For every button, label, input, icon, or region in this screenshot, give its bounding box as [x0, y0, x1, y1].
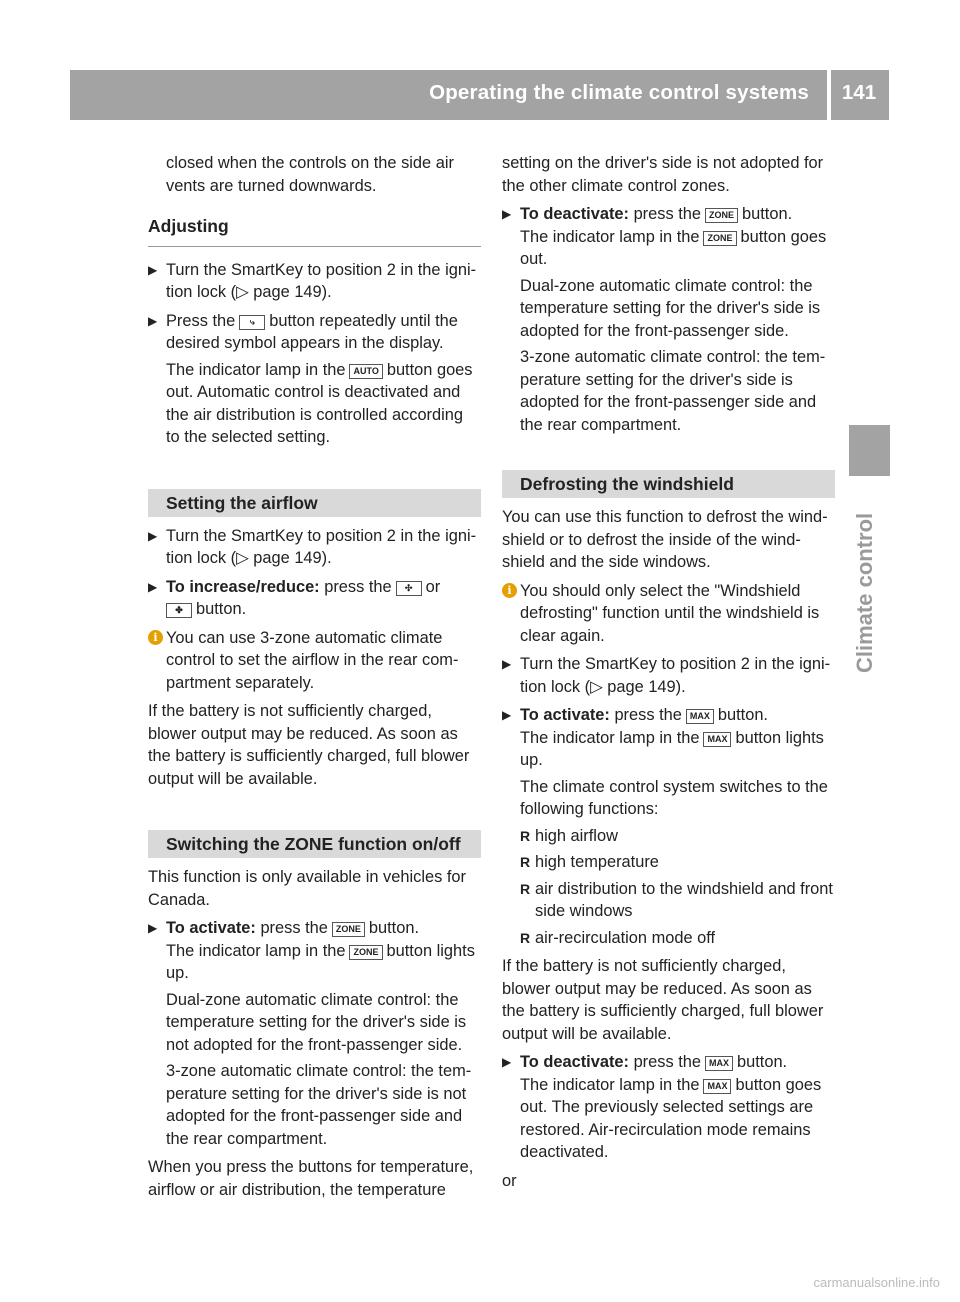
defrost-max-button-icon: MAX	[686, 709, 714, 724]
zone-availability: This function is only available in vehicles for Canada.	[148, 868, 466, 909]
right-column	[502, 152, 835, 1192]
defrost-max-button-icon: MAX	[705, 1056, 733, 1071]
airflow-down-button-icon: ✤	[166, 603, 192, 618]
list-item: R high temperature	[520, 853, 659, 871]
adjust-step-2: ▶ Press the ⤷ button repeatedly until the desired symbol appears in the display. The indicator lamp in the AUTO button goes out. Automatic control is deactivated and the air distribution is controlled according to the selected setting.	[148, 311, 473, 446]
zone-activate-step: ▶ To activate: press the ZONE button. The indicator lamp in the ZONE button lights up. Dual-zone automatic climate control: the temperature setting for the driver's side is not adopted for the front-passenger side. 3-zone automatic climate control: the tem- perature setting for the driver's side is not adopted for the front-passenger side and the rear compartment.	[148, 919, 475, 1148]
defrost-info: i You should only select the "Windshield defrosting" function until the windshield is clear again.	[502, 580, 835, 648]
header-title: Operating the climate control systems	[429, 81, 809, 104]
defrost-max-button-icon: MAX	[703, 1079, 731, 1094]
step-arrow-icon: ▶	[502, 657, 512, 671]
defrost-battery-note: If the battery is not sufficiently charged, blower output may be reduced. As soon as the battery is sufficiently charged, full blower output will be available.	[502, 957, 824, 1043]
airflow-up-button-icon: ✣	[396, 581, 422, 596]
step-arrow-icon: ▶	[502, 1055, 512, 1069]
list-item: R high airflow	[520, 826, 618, 845]
airflow-info: i You can use 3-zone automatic climate control to set the airflow in the rear com- partment separately.	[148, 627, 481, 695]
step-arrow-icon: ▶	[502, 708, 512, 722]
zone-deactivate-step: ▶ To deactivate: press the ZONE button. The indicator lamp in the ZONE button goes out. Dual-zone automatic climate control: the temperature setting for the driver's side is adopted for the front-passenger side. 3-zone automatic climate control: the tem- perature setting for the driver's side is adopted for the front-passenger side and the rear compartment.	[502, 205, 827, 434]
auto-button-icon: AUTO	[349, 364, 382, 379]
continued-text: setting on the driver's side is not adopted for the other climate control zones.	[502, 154, 824, 195]
step-arrow-icon: ▶	[502, 207, 512, 221]
air-distribution-button-icon: ⤷	[239, 315, 265, 330]
chapter-tab	[849, 425, 890, 476]
step-arrow-icon: ▶	[148, 579, 158, 594]
step-arrow-icon: ▶	[148, 262, 158, 277]
intro-line-2: vents are turned downwards.	[166, 176, 377, 195]
intro-line-1: closed when the controls on the side air	[166, 154, 454, 172]
defrost-intro: You can use this function to defrost the wind- shield or to defrost the inside of the wind- shield and the side windows.	[502, 508, 828, 571]
zone-button-icon: ZONE	[349, 945, 382, 960]
defrost-heading: Defrosting the windshield	[502, 470, 835, 498]
defrost-step-1: ▶ Turn the SmartKey to position 2 in the igni- tion lock (▷ page 149).	[502, 655, 831, 696]
airflow-heading: Setting the airflow	[148, 489, 481, 517]
left-column	[148, 152, 481, 1201]
zone-heading: Switching the ZONE function on/off	[148, 830, 481, 858]
airflow-step-2: ▶ To increase/reduce: press the ✣ or ✤ button.	[148, 577, 441, 618]
list-item: R air distribution to the windshield and front side windows	[520, 879, 833, 920]
defrost-max-button-icon: MAX	[703, 732, 731, 747]
step-arrow-icon: ▶	[148, 313, 158, 328]
zone-note: When you press the buttons for temperature, airflow or air distribution, the temperature	[148, 1158, 474, 1199]
defrost-deactivate-step: ▶ To deactivate: press the MAX button. The indicator lamp in the MAX button goes out. The previously selected settings are restored. Air-recirculation mode remains deactivated.	[502, 1053, 822, 1161]
adjusting-heading: Adjusting	[148, 215, 481, 247]
step-arrow-icon: ▶	[148, 921, 158, 935]
step-arrow-icon: ▶	[148, 528, 158, 543]
zone-button-icon: ZONE	[703, 231, 736, 246]
header-divider	[827, 70, 831, 120]
zone-button-icon: ZONE	[332, 922, 365, 937]
page-number: 141	[841, 81, 877, 104]
airflow-step-1: ▶ Turn the SmartKey to position 2 in the igni- tion lock (▷ page 149).	[148, 526, 477, 567]
or-text: or	[502, 1171, 517, 1190]
defrost-activate-step: ▶ To activate: press the MAX button. The indicator lamp in the MAX button lights up. The climate control system switches to the following functions:	[502, 706, 828, 818]
zone-button-icon: ZONE	[705, 208, 738, 223]
footer-watermark: carmanualsonline.info	[813, 1274, 940, 1290]
list-item: R air-recirculation mode off	[520, 928, 716, 947]
page-header	[70, 70, 889, 120]
airflow-battery-note: If the battery is not sufficiently charged, blower output may be reduced. As soon as the battery is sufficiently charged, full blower output will be available.	[148, 702, 470, 788]
info-icon: i	[148, 630, 163, 645]
info-icon: i	[502, 583, 517, 598]
adjust-step-1: ▶ Turn the SmartKey to position 2 in the igni- tion lock (▷ page 149).	[148, 260, 477, 301]
